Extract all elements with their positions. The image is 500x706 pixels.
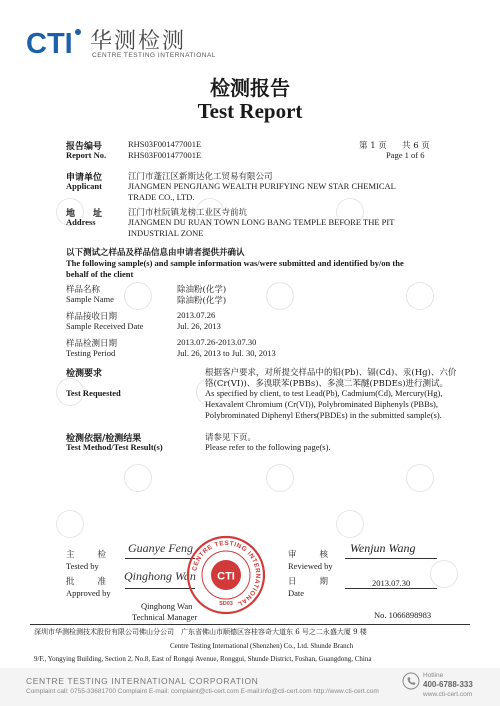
method-value-en: Please refer to the following page(s). — [205, 442, 331, 452]
requested-value-en-3: Polybrominated Diphenyl Ethers(PBDEs) in the submitted sample(s). — [205, 410, 442, 420]
hotline-label: Hotline — [423, 672, 444, 679]
logo-text: CTI — [26, 28, 73, 58]
requested-label-cn: 检测要求 — [66, 369, 103, 379]
requested-value-en-2: Hexavalent Chromium (Cr(VI)), Polybrominated Biphenyls (PBBs), — [205, 399, 439, 409]
method-value-cn: 请参见下页。 — [205, 433, 257, 443]
stamp-code: SD03 — [219, 601, 233, 607]
method-label-cn: 检测依据/检测结果 — [66, 434, 142, 444]
approver-title: Technical Manager — [132, 612, 198, 622]
report-date: 2013.07.30 — [372, 578, 411, 588]
report-no-label-en: Report No. — [66, 150, 107, 160]
reviewer-signature: Wenjun Wang — [350, 541, 416, 555]
hotline-website: www.cti-cert.com — [423, 691, 473, 698]
report-no-label-cn: 报告编号 — [66, 142, 103, 152]
reviewed-by-line — [345, 558, 437, 559]
approved-by-line — [125, 588, 195, 589]
requested-value-cn-2: 铬(Cr(VI))、多溴联苯(PBBs)、多溴二苯醚(PBDEs)进行测试。 — [205, 379, 449, 389]
tested-by-line — [125, 558, 195, 559]
stamp-center-text: CTI — [217, 570, 235, 583]
applicant-value-cn: 江门市蓬江区新斯达化工贸易有限公司 — [128, 172, 273, 182]
report-number-cn: RHS03F001477001E — [128, 139, 202, 149]
date-line — [345, 588, 437, 589]
sample-heading-en-1: The following sample(s) and sample information was/were submitted and identified by/on the — [66, 258, 404, 268]
applicant-label-cn: 申请单位 — [66, 173, 103, 183]
phone-icon — [402, 672, 420, 690]
address-value-en-2: INDUSTRIAL ZONE — [128, 228, 204, 238]
address-label-cn: 地 址 — [66, 209, 103, 219]
method-label-en: Test Method/Test Result(s) — [66, 442, 163, 452]
sample-name-label-cn: 样品名称 — [66, 285, 101, 295]
cti-official-stamp — [186, 535, 266, 615]
footer-corporation: CENTRE TESTING INTERNATIONAL CORPORATION — [26, 676, 259, 686]
tested-by-label-en: Tested by — [66, 561, 99, 571]
address-value-cn: 江门市杜阮镇龙榜工业区寺前坑 — [128, 208, 248, 218]
received-label-cn: 样品接收日期 — [66, 312, 118, 322]
tested-by-label-cn: 主 检 — [66, 550, 109, 560]
footer-contact-info: Complaint call: 0755-33681700 Complaint E-mail: complaint@cti-cert.com E-mail:info@cti-cert.com http://www.cti-cert.com — [26, 688, 379, 695]
testing-period-label-en: Testing Period — [66, 348, 116, 358]
approved-by-label-en: Approved by — [66, 588, 111, 598]
company-divider — [30, 624, 470, 625]
sample-heading-en-2: behalf of the client — [66, 269, 134, 279]
page-number-en: Page 1 of 6 — [386, 150, 425, 160]
document-number: No. 1066898983 — [374, 610, 432, 620]
report-number-en: RHS03F001477001E — [128, 150, 202, 160]
sample-name-value-en: 除油粉(化学) — [177, 296, 227, 306]
testing-period-label-cn: 样品检测日期 — [66, 339, 118, 349]
reviewed-by-label-cn: 审 核 — [288, 550, 331, 560]
cti-logo — [26, 26, 84, 58]
date-label-en: Date — [288, 588, 305, 598]
sample-name-value-cn: 除油粉(化学) — [177, 285, 227, 295]
received-label-en: Sample Received Date — [66, 321, 144, 331]
requested-value-en-1: As specified by client, to test Lead(Pb), Cadmium(Cd), Mercury(Hg), — [205, 388, 443, 398]
approver-signature: Qinghong Wan — [124, 569, 196, 583]
requested-value-cn-1: 根据客户要求，对所提交样品中的铅(Pb)、镉(Cd)、汞(Hg)、六价 — [205, 368, 457, 378]
stamp-ring-text: CENTRE TESTING INTERNATIONAL — [191, 539, 262, 608]
company-name-en: Centre Testing International (Shenzhen) Co., Ltd. Shunde Branch — [170, 642, 354, 650]
company-address-en: 9/F., Yongying Building, Section 2, No.8, East of Rongqi Avenue, Ronggui, Shunde District, Foshan, Guangdong, China — [34, 655, 372, 663]
approver-printed-name: Qinghong Wan — [141, 601, 193, 611]
applicant-value-en-1: JIANGMEN PENGJIANG WEALTH PURIFYING NEW STAR CHEMICAL — [128, 181, 396, 191]
company-address-cn: 深圳市华测检测技术股份有限公司佛山分公司 广东省佛山市顺德区容桂容奇大道东 6 号之二永盛大厦 9 楼 — [34, 628, 367, 636]
approved-by-label-cn: 批 准 — [66, 577, 109, 587]
received-value-en: Jul. 26, 2013 — [177, 321, 221, 331]
reviewed-by-label-en: Reviewed by — [288, 561, 333, 571]
testing-period-value-cn: 2013.07.26-2013.07.30 — [177, 337, 257, 347]
sample-name-label-en: Sample Name — [66, 294, 114, 304]
logo-english-name: CENTRE TESTING INTERNATIONAL — [92, 52, 216, 59]
date-label-cn: 日 期 — [288, 577, 331, 587]
testing-period-value-en: Jul. 26, 2013 to Jul. 30, 2013 — [177, 348, 276, 358]
report-title-chinese: 检测报告 — [210, 76, 290, 100]
applicant-label-en: Applicant — [66, 181, 102, 191]
received-value-cn: 2013.07.26 — [177, 310, 216, 320]
requested-label-en: Test Requested — [66, 388, 121, 398]
logo-chinese-name: 华测检测 — [90, 28, 187, 53]
page-number-cn: 第 1 页 — [359, 141, 387, 151]
address-label-en: Address — [66, 217, 96, 227]
tester-signature: Guanye Feng — [128, 541, 193, 555]
page-total-cn: 共 6 页 — [402, 141, 430, 151]
sample-heading-cn: 以下测试之样品及样品信息由申请者提供并确认 — [66, 248, 245, 258]
address-value-en-1: JIANGMEN DU RUAN TOWN LONG BANG TEMPLE BEFORE THE PIT — [128, 217, 395, 227]
report-title-english: Test Report — [197, 99, 303, 123]
hotline-number: 400-6788-333 — [423, 680, 473, 689]
applicant-value-en-2: TRADE CO., LTD. — [128, 192, 195, 202]
